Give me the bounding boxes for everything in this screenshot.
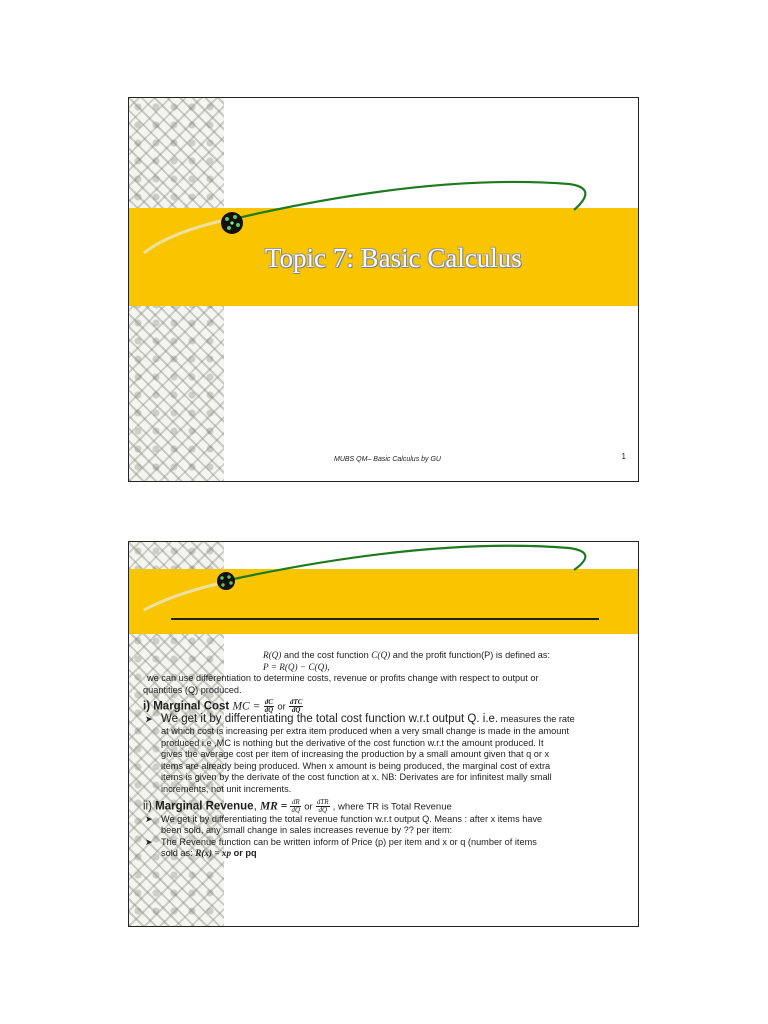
fraction [290,799,301,814]
text-line: we can use differentiation to determine costs, revenue or profits change with respect to output or [147,673,539,684]
bullet-item [143,837,633,860]
text-line: quantities (Q) produced. [143,684,242,695]
text-span: sold as: [161,848,196,859]
profit-equation: P = R(Q) − C(Q), [263,661,330,672]
text-line: been sold, any small change in sales increases revenue by ?? per item: [161,825,453,836]
text-line: increments, not unit increments. [161,783,292,794]
slide-footer: MUBS QM– Basic Calculus by GU [334,456,441,463]
fraction [316,799,330,814]
math-expression: MC = [232,700,261,713]
text-span: or [277,701,286,713]
marginal-revenue-heading: ii) Marginal Revenue, MR = $\frac{dR}{dQ}$ or $\frac{\text{dTR}}{dQ}$ , where TR is Total Revenue [143,797,452,814]
bullet-item [143,714,633,795]
text-span: , where TR is Total Revenue [332,801,452,813]
text-line [143,650,633,662]
denominator: dQ [291,706,301,715]
fraction [264,699,275,714]
heading-text: i) Marginal Cost [143,700,230,713]
text-span: and the cost function [281,650,372,660]
numerator: dTC [289,698,303,707]
fraction [289,699,303,714]
text-line: gives the average cost per item of increasing the production by a small amount given that q or x [161,749,550,760]
text-span: or [304,801,313,813]
text-span: and the profit function(P) is defined as: [390,650,551,660]
arrow-bullet-icon: ➤ [145,836,153,847]
text-line: The Revenue function can be written inform of Price (p) per item and x or q (number of items [161,836,537,847]
text-line: produced i.e ,MC is nothing but the derivative of the cost function w.r.t the amount produced. It [161,737,544,748]
text-span: or pq [231,848,257,859]
math-expression: C(Q) [371,650,391,660]
text-line: items is given by the derivate of the cost function at x. NB: Derivates are for infinitest mally small [161,772,552,783]
text-span: measures the rate [498,714,575,725]
denominator: dQ [318,805,328,814]
arrow-bullet-icon: ➤ [145,714,153,725]
numerator: dTR [316,797,329,806]
bullet-item [143,814,633,837]
heading-text: Marginal Revenue [155,800,254,813]
decorative-curve [129,98,639,482]
math-expression: R(x) = xp [195,848,232,859]
slide-body [143,650,633,860]
decorative-curve [129,542,639,662]
slide-1 [128,97,639,482]
denominator: dQ [264,706,274,715]
slide-2 [128,541,639,927]
arrow-bullet-icon: ➤ [145,813,153,824]
numerator: dC [264,698,273,707]
numerator: dR [291,797,300,806]
title-rule [171,618,599,620]
text-line: items are already being produced. When x amount is being produced, the marginal cost of extra [161,760,551,771]
marginal-cost-heading [143,699,633,714]
page-number: 1 [621,452,626,461]
text-line: at which cost is increasing per extra item produced when a very small change is made in the amount [161,725,570,736]
text-span: We get it by differentiating the total cost function w.r.t output Q. i.e. [161,713,499,726]
math-expression: MR = [259,800,288,813]
orb-icon [217,572,235,590]
slide-title: Topic 7: Basic Calculus [265,243,522,273]
heading-text: ii) [143,800,156,813]
math-expression: R(Q) [263,650,282,660]
text-line: We get it by differentiating the total revenue function w.r.t output Q. Means : after x items have [161,813,543,824]
denominator: dQ [291,805,301,814]
